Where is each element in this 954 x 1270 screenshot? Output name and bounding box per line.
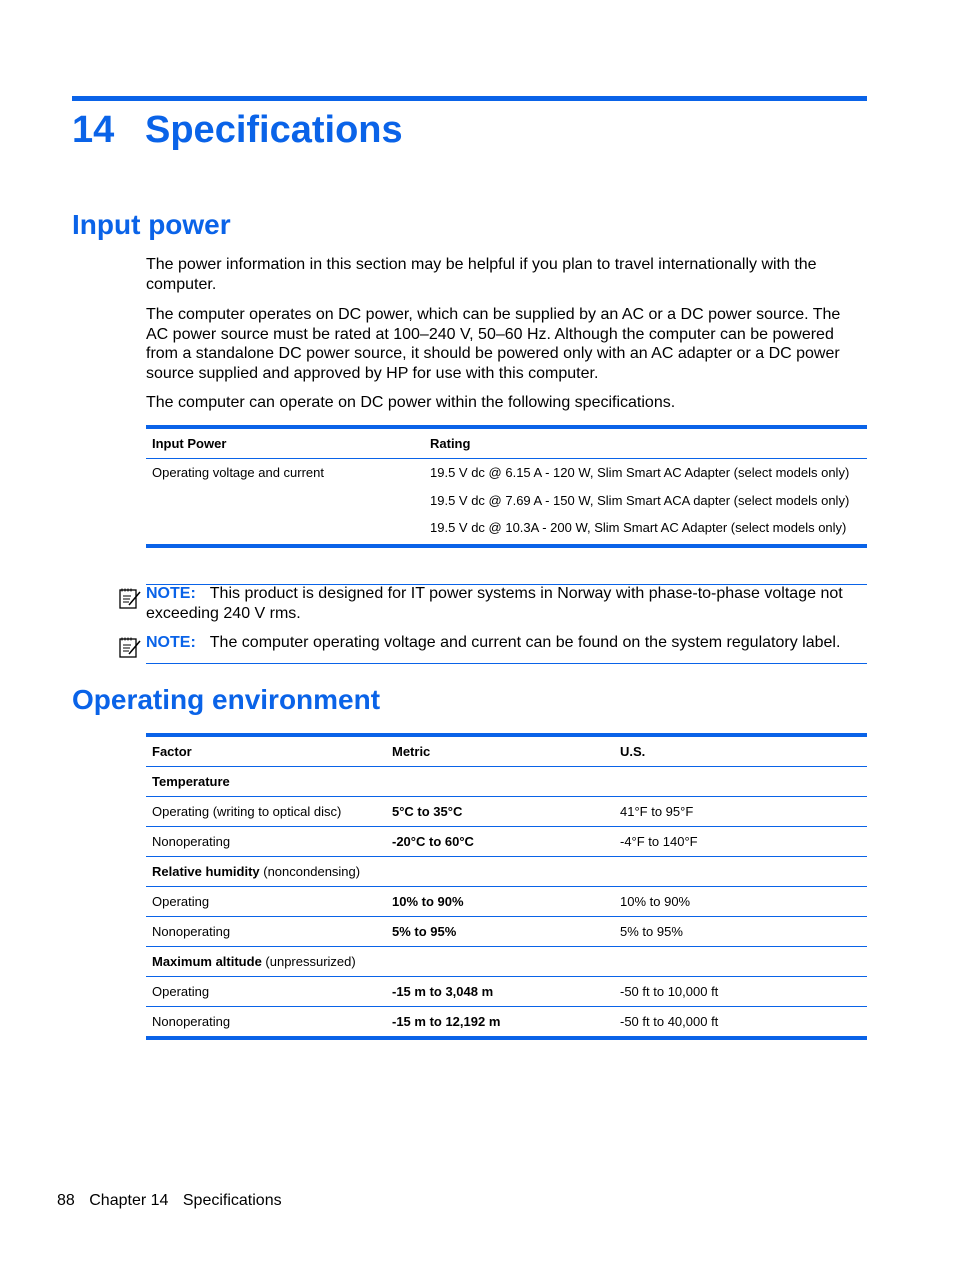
- group-label: [146, 857, 867, 887]
- column-header-factor: Factor: [146, 735, 386, 767]
- note-rule: [146, 663, 867, 664]
- rating-cell: [424, 459, 867, 546]
- rating-line: 19.5 V dc @ 7.69 A - 150 W, Slim Smart ACA dapter (select models only): [430, 492, 850, 508]
- table-row: [146, 827, 867, 857]
- us-cell: -50 ft to 10,000 ft: [614, 977, 867, 1007]
- note-text: [146, 584, 866, 623]
- page-footer: [57, 1192, 292, 1210]
- us-cell: -50 ft to 40,000 ft: [614, 1007, 867, 1039]
- table-row: [146, 797, 867, 827]
- metric-cell: -20°C to 60°C: [386, 827, 614, 857]
- note-body: The computer operating voltage and current can be found on the system regulatory label.: [209, 634, 841, 651]
- footer-chapter-label: Chapter 14: [89, 1192, 169, 1209]
- group-title: Maximum altitude: [152, 954, 262, 969]
- column-header-rating: Rating: [424, 427, 867, 459]
- table-row: [146, 1007, 867, 1039]
- table-row: [146, 917, 867, 947]
- input-power-spec-lead: The computer can operate on DC power within the following specifications.: [146, 394, 676, 411]
- note-label: NOTE:: [146, 634, 196, 651]
- factor-cell: Nonoperating: [146, 917, 386, 947]
- column-header-us: U.S.: [614, 735, 867, 767]
- table-group-row-altitude: [146, 947, 867, 977]
- metric-cell: 5°C to 35°C: [386, 797, 614, 827]
- factor-cell: Operating: [146, 887, 386, 917]
- us-cell: 5% to 95%: [614, 917, 867, 947]
- group-label: [146, 947, 867, 977]
- chapter-rule: [72, 96, 867, 101]
- factor-cell: Nonoperating: [146, 827, 386, 857]
- rating-line: 19.5 V dc @ 10.3A - 200 W, Slim Smart AC Adapter (select models only): [430, 520, 847, 535]
- column-header-input-power: Input Power: [146, 427, 424, 459]
- table-group-row-temperature: [146, 767, 867, 797]
- row-label: Operating voltage and current: [146, 459, 424, 546]
- factor-cell: Operating: [146, 977, 386, 1007]
- table-row: [146, 887, 867, 917]
- metric-cell: -15 m to 12,192 m: [386, 1007, 614, 1039]
- input-power-heading: Input power: [72, 209, 231, 240]
- input-power-dc-description: The computer operates on DC power, which can be supplied by an AC or a DC power source. The AC power source must be rated at 100–240 V, 50–60 Hz. Although the computer can be powered from a standalone DC power source, it should be powered only with an AC adapter or a DC power source supplied and approved by HP for use with this computer.: [146, 306, 841, 382]
- group-title: Relative humidity: [152, 864, 260, 879]
- operating-environment-heading: Operating environment: [72, 684, 381, 715]
- input-power-intro: The power information in this section may be helpful if you plan to travel internationally with the computer.: [146, 256, 817, 293]
- note-icon: [118, 586, 142, 610]
- table-header-row: [146, 735, 867, 767]
- input-power-table: [146, 425, 867, 548]
- group-qualifier: (unpressurized): [261, 954, 356, 969]
- operating-environment-table: [146, 733, 867, 1040]
- us-cell: -4°F to 140°F: [614, 827, 867, 857]
- table-row: [146, 459, 867, 546]
- group-title: Temperature: [152, 774, 230, 789]
- column-header-metric: Metric: [386, 735, 614, 767]
- footer-chapter-title: Specifications: [182, 1192, 282, 1209]
- chapter-title: [72, 104, 403, 156]
- group-qualifier: (noncondensing): [259, 864, 361, 879]
- factor-cell: Nonoperating: [146, 1007, 386, 1039]
- metric-cell: 5% to 95%: [386, 917, 614, 947]
- table-group-row-humidity: [146, 857, 867, 887]
- table-row: [146, 977, 867, 1007]
- group-label: [146, 767, 867, 797]
- note-label: NOTE:: [146, 585, 196, 602]
- us-cell: 10% to 90%: [614, 887, 867, 917]
- page-number: 88: [57, 1192, 75, 1209]
- metric-cell: 10% to 90%: [386, 887, 614, 917]
- note-icon: [118, 635, 142, 659]
- rating-line: 19.5 V dc @ 6.15 A - 120 W, Slim Smart AC Adapter (select models only): [430, 465, 850, 480]
- table-header-row: [146, 427, 867, 459]
- note-text: [146, 633, 866, 653]
- chapter-title-text: Specifications: [145, 109, 403, 151]
- metric-cell: -15 m to 3,048 m: [386, 977, 614, 1007]
- chapter-number: 14: [72, 109, 115, 151]
- factor-cell: Operating (writing to optical disc): [146, 797, 386, 827]
- us-cell: 41°F to 95°F: [614, 797, 867, 827]
- note-body: This product is designed for IT power systems in Norway with phase-to-phase voltage not exceeding 240 V rms.: [146, 585, 843, 622]
